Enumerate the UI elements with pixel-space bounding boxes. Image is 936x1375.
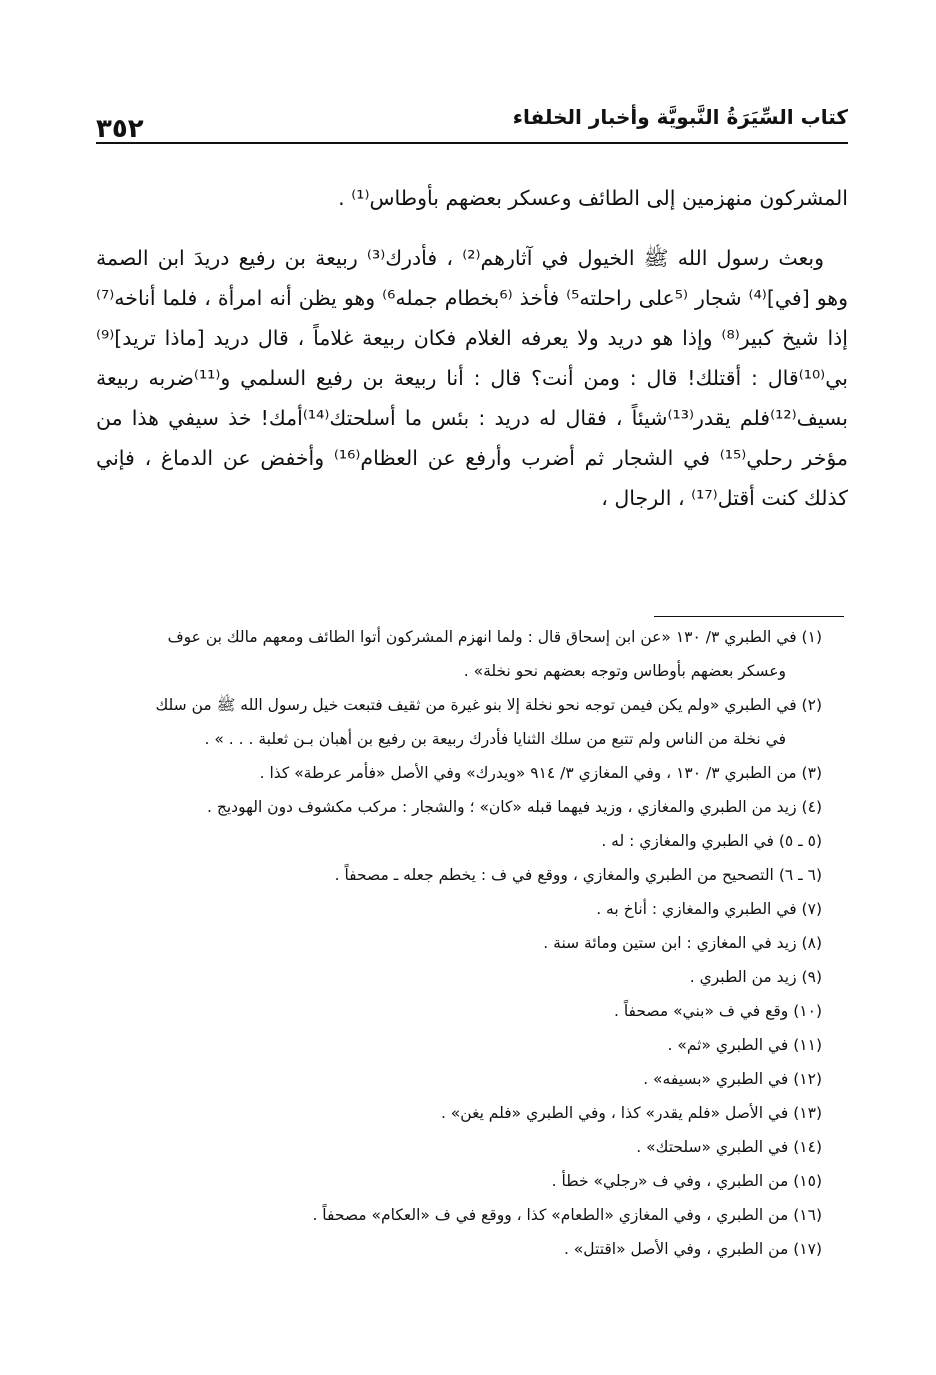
footnote-number: (١) (801, 628, 822, 646)
footnote-text: في الطبري والمغازي : له . (601, 832, 774, 850)
footnote (96, 1198, 848, 1232)
footnote-number: (٢) (801, 696, 822, 714)
footnotes (96, 620, 848, 1266)
footnote-text: وقع في ف «بني» مصحفاً . (613, 1002, 789, 1020)
footnote (96, 824, 848, 858)
header-divider (96, 142, 848, 144)
footnote-text: من الطبري ، وفي المغازي «الطعام» كذا ، ووقع في ف «العكام» مصحفاً . (312, 1206, 789, 1224)
book-title: كتاب السِّيَرَةُ النَّبويَّة وأخبار الخلفاء (512, 105, 848, 129)
footnote-number: (١٥) (793, 1172, 822, 1190)
footnote-number: (٩) (801, 968, 822, 986)
footnote (96, 1096, 848, 1130)
footnote-number: (١٤) (793, 1138, 822, 1156)
footnote (96, 790, 848, 824)
footnote-number: (٤) (801, 798, 822, 816)
footnote-text: في الطبري «بسيفه» . (643, 1070, 789, 1088)
footnote-number: (٦ ـ ٦) (778, 866, 822, 884)
footnote-number: (١٠) (793, 1002, 822, 1020)
footnote-text: في الطبري ٣/ ١٣٠ «عن ابن إسحاق قال : ولما انهزم المشركون أتوا الطائف ومعهم مالك بن عوف (167, 628, 797, 646)
footnote (96, 1232, 848, 1266)
footnote (96, 858, 848, 892)
footnote-text: من الطبري ، وفي ف «رجلي» خطأ . (551, 1172, 789, 1190)
footnote-number: (١٢) (793, 1070, 822, 1088)
footnote-text: في الطبري «ولم يكن فيمن توجه نحو نخلة إلا بنو غيرة من ثقيف فتبعت خيل رسول الله ﷺ من سلك (155, 696, 797, 714)
footnote-text: في الطبري «سلحتك» . (636, 1138, 789, 1156)
footnote-number: (٧) (801, 900, 822, 918)
footnote-text: في الطبري «ثم» . (667, 1036, 789, 1054)
footnote-number: (٥ ـ ٥) (778, 832, 822, 850)
footnote-text-continuation: في نخلة من الناس ولم تتبع من سلك الثنايا فأدرك ربيعة بن رفيع بن أهبان بـن ثعلبة . . . » . (204, 730, 786, 748)
footnote (96, 1164, 848, 1198)
footnote-number: (١٧) (793, 1240, 822, 1258)
footnote (96, 926, 848, 960)
footnote (96, 960, 848, 994)
footnote (96, 892, 848, 926)
footnote-text: في الطبري والمغازي : أناخ به . (596, 900, 797, 918)
footnote-number: (١١) (793, 1036, 822, 1054)
main-text (96, 178, 848, 538)
footnote-text: من الطبري ٣/ ١٣٠ ، وفي المغازي ٣/ ٩١٤ «ويدرك» وفي الأصل «فأمر عرطة» كذا . (259, 764, 797, 782)
page-number: ٣٥٢ (96, 114, 144, 144)
footnote (96, 756, 848, 790)
footnote (96, 688, 848, 756)
footnote-number: (١٦) (793, 1206, 822, 1224)
paragraph: المشركون منهزمين إلى الطائف وعسكر بعضهم بأوطاس⁽¹⁾ . (338, 186, 848, 210)
footnote-number: (٨) (801, 934, 822, 952)
footnote-text: من الطبري ، وفي الأصل «اقتتل» . (563, 1240, 789, 1258)
footnote-divider (654, 616, 844, 617)
footnote (96, 994, 848, 1028)
running-header (96, 104, 848, 144)
footnote-number: (١٣) (793, 1104, 822, 1122)
footnote-text-continuation: وعسكر بعضهم بأوطاس وتوجه بعضهم نحو نخلة» . (463, 662, 786, 680)
footnote (96, 620, 848, 688)
footnote (96, 1130, 848, 1164)
footnote-text: التصحيح من الطبري والمغازي ، ووقع في ف : يخطم جعله ـ مصحفاً . (334, 866, 774, 884)
footnote-number: (٣) (801, 764, 822, 782)
footnote (96, 1062, 848, 1096)
footnote-text: زيد في المغازي : ابن ستين ومائة سنة . (543, 934, 797, 952)
footnote-text: زيد من الطبري والمغازي ، وزيد فيهما قبله «كان» ؛ والشجار : مركب مكشوف دون الهوديج . (207, 798, 797, 816)
footnote-text: زيد من الطبري . (689, 968, 797, 986)
footnote (96, 1028, 848, 1062)
footnote-text: في الأصل «فلم يقدر» كذا ، وفي الطبري «فلم يغن» . (440, 1104, 789, 1122)
paragraph: وبعث رسول الله ﷺ الخيول في آثارهم⁽²⁾ ، فأدرك⁽³⁾ ربيعة بن رفيع دريدَ ابن الصمة وهو [في]⁽⁴⁾ شجار ⁽⁵على راحلته⁵⁾ فأخذ ⁽⁶بخطام جمله⁶⁾ وهو يظن أنه امرأة ، فلما أناخه⁽⁷⁾ إذا شيخ كبير⁽⁸⁾ وإذا هو دريد ولا يعرفه الغلام فكان ربيعة غلاماً ، قال دريد [ماذا تريد]⁽⁹⁾ بي⁽¹⁰⁾قال : أقتلك! قال : ومن أنت؟ قال : أنا ربيعة بن رفيع السلمي و⁽¹¹⁾ضربه ربيعة بسيف⁽¹²⁾فلم يقدر⁽¹³⁾شيئاً ، فقال له دريد : بئس ما أسلحتك⁽¹⁴⁾أمك! خذ سيفي هذا من مؤخر رحلي⁽¹⁵⁾ في الشجار ثم أضرب وأرفع عن العظام⁽¹⁶⁾ وأخفض عن الدماغ ، فإني كذلك كنت أقتل⁽¹⁷⁾ ، الرجال ، (96, 246, 848, 510)
